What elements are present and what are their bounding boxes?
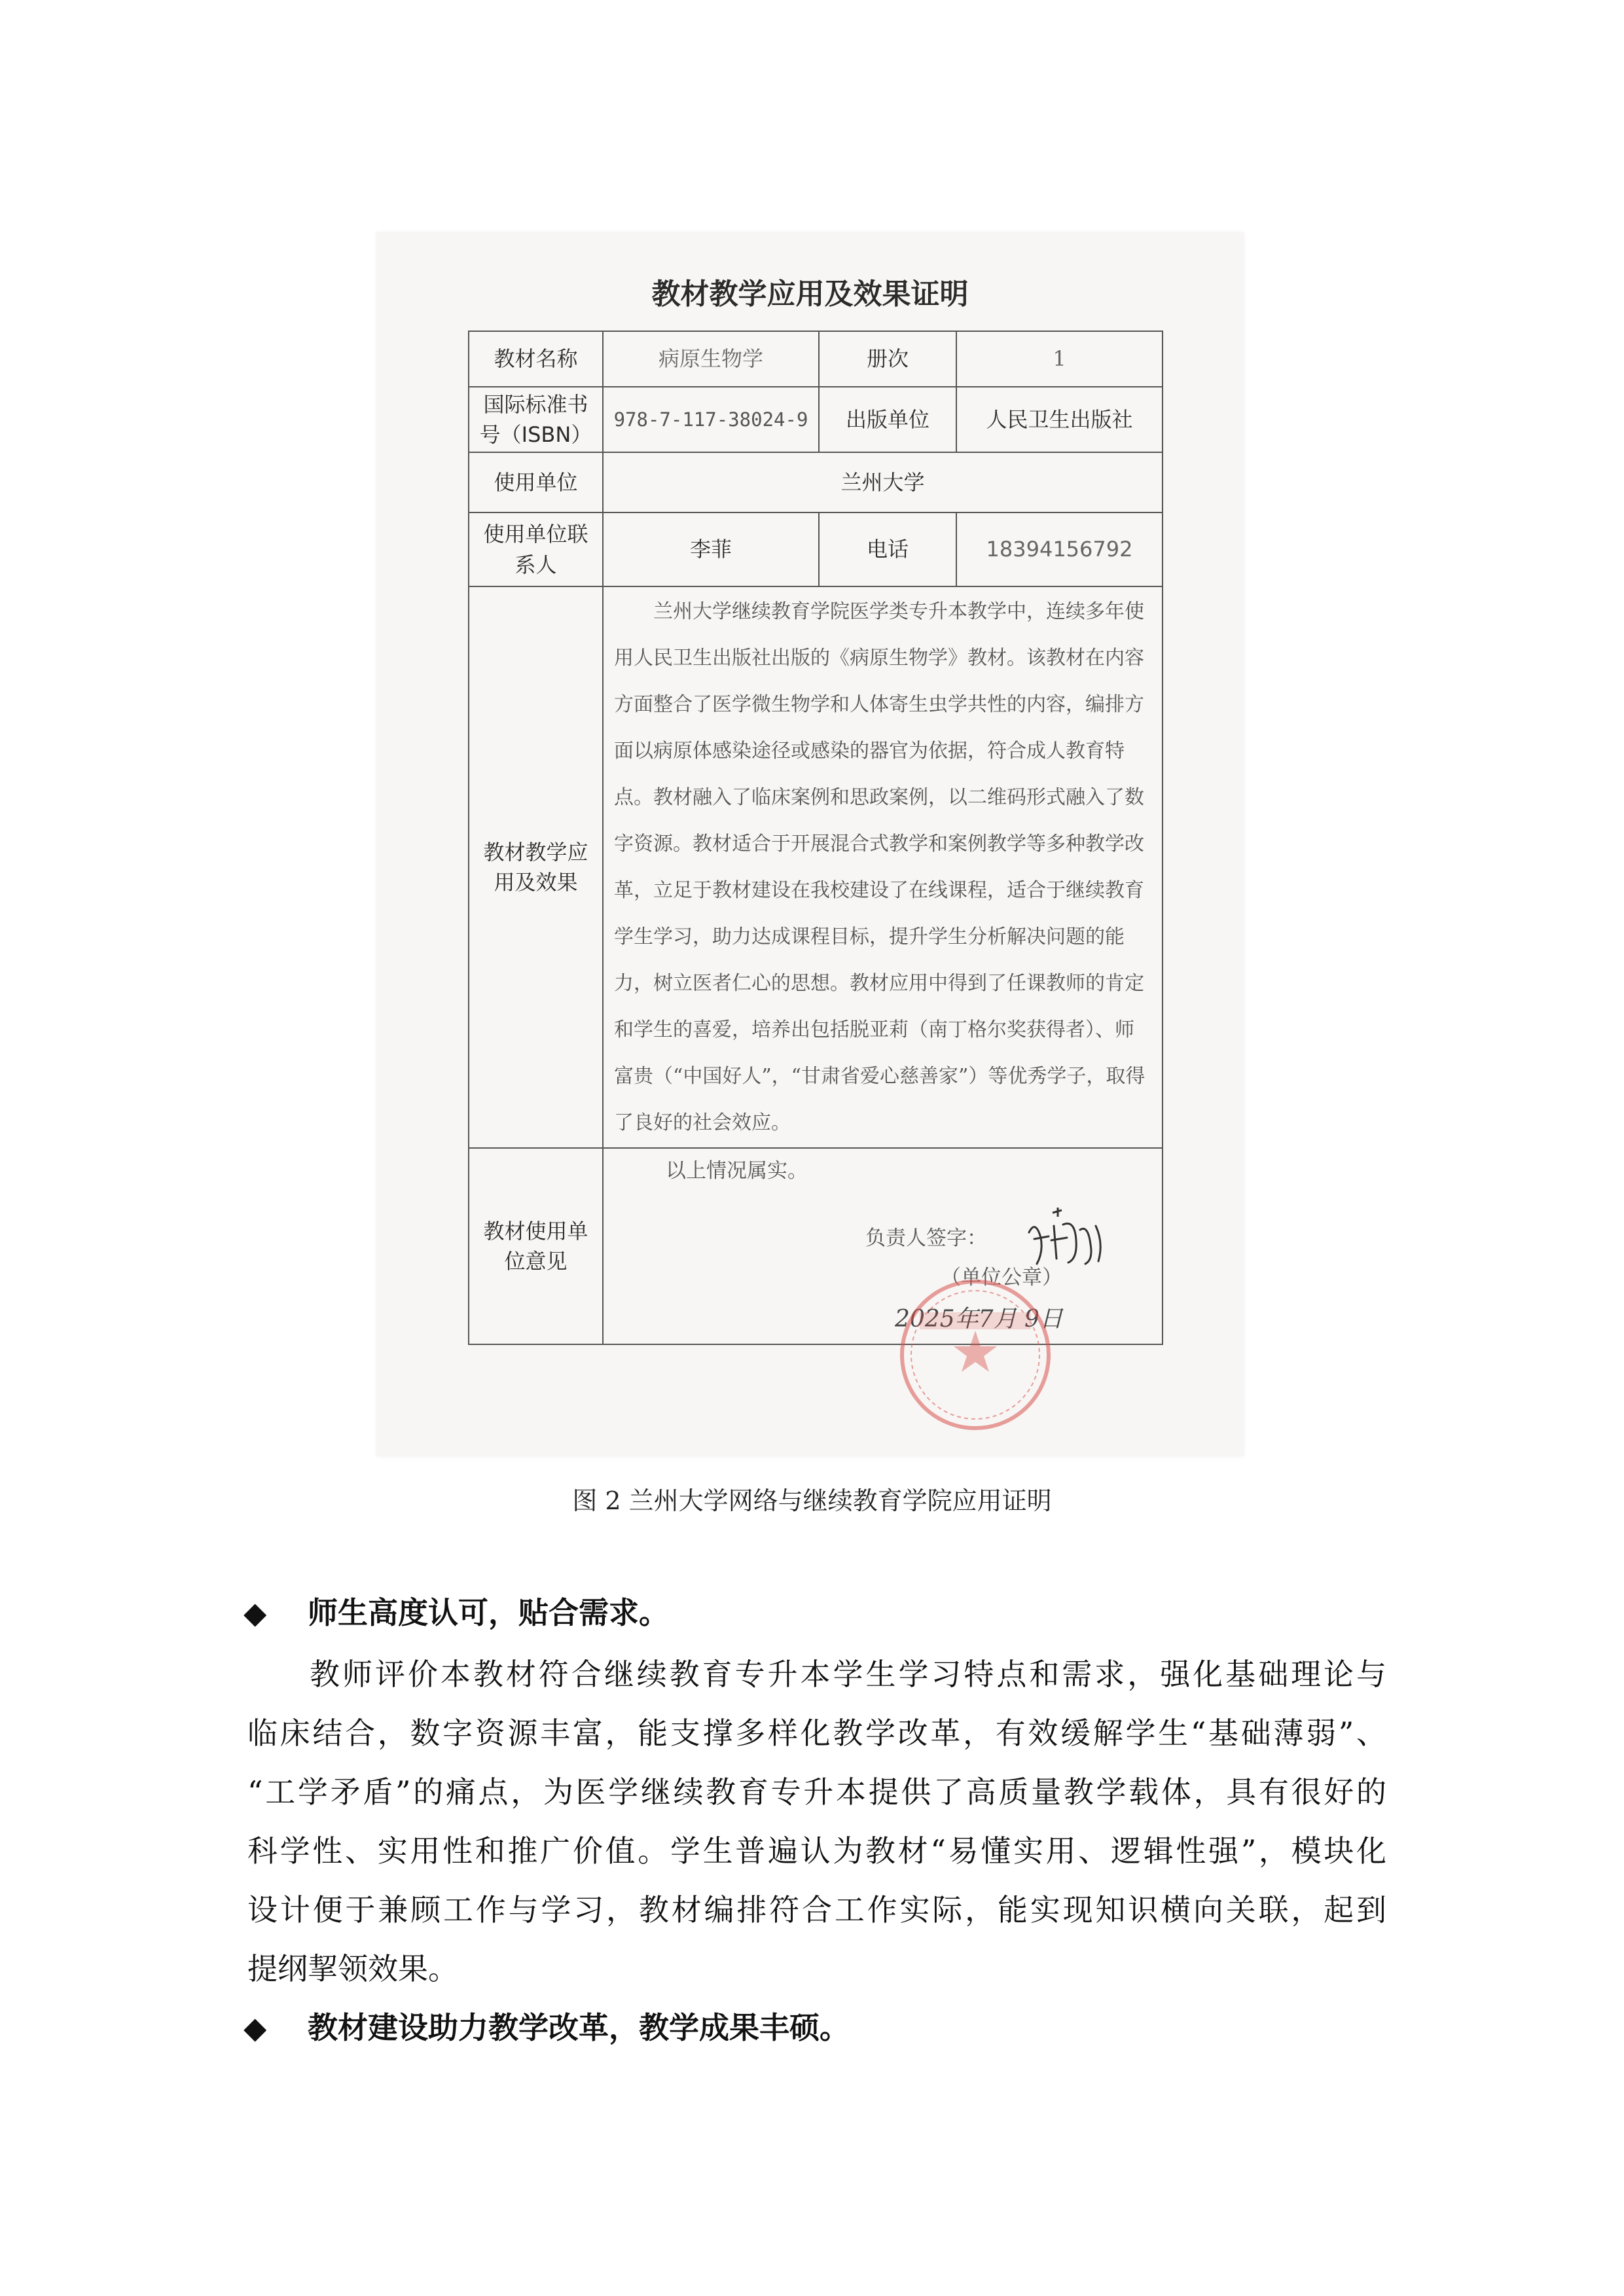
phone-label: 电话: [819, 512, 956, 586]
opinion-text: 以上情况属实。: [666, 1159, 808, 1183]
heading-text: 教材建设助力教学改革，教学成果丰硕。: [308, 2010, 850, 2045]
opinion-cell: [603, 1148, 1163, 1344]
opinion-label-line2: 位意见: [504, 1249, 568, 1274]
contact-value: 李菲: [603, 512, 819, 586]
effect-text: 兰州大学继续教育学院医学类专升本教学中，连续多年使用人民卫生出版社出版的《病原生物学》教材。该教材在内容方面整合了医学微生物学和人体寄生虫学共性的内容，编排方面以病原体感染途径或感染的器官为依据，符合成人教育特点。教材融入了临床案例和思政案例，以二维码形式融入了数字资源。教材适合于开展混合式教学和案例教学等多种教学改革，立足于教材建设在我校建设了在线课程，适合于继续教育学生学习，助力达成课程目标，提升学生分析解决问题的能力，树立医者仁心的思想。教材应用中得到了任课教师的肯定和学生的喜爱，培养出包括脱亚莉（南丁格尔奖获得者）、师富贵（“中国好人”，“甘肃省爱心慈善家”）等优秀学子，取得了良好的社会效应。: [603, 586, 1163, 1148]
effect-label: [469, 586, 603, 1148]
table-row: [469, 512, 1163, 586]
publisher-value: 人民卫生出版社: [956, 387, 1163, 452]
contact-label-line1: 使用单位联: [483, 522, 588, 547]
opinion-label-line1: 教材使用单: [483, 1218, 588, 1244]
certificate-table: [468, 331, 1163, 1345]
certificate-scan: [376, 232, 1244, 1456]
sign-date: 2025年7月 9日: [895, 1306, 1063, 1333]
unit-label: 使用单位: [469, 452, 603, 512]
publisher-label: 出版单位: [819, 387, 956, 452]
table-row: [469, 387, 1163, 452]
table-row: [469, 331, 1163, 387]
paragraph-line: 提纲挈领效果。: [247, 1951, 458, 1986]
handwritten-signature: [1022, 1206, 1108, 1272]
isbn-label-line2: 号（ISBN）: [479, 422, 592, 447]
table-row: [469, 1148, 1163, 1344]
diamond-bullet-icon: ◆: [244, 2010, 267, 2045]
certificate-title: 教材教学应用及效果证明: [651, 278, 969, 311]
isbn-label: [469, 387, 603, 452]
unit-value: 兰州大学: [603, 452, 1163, 512]
paragraph-line: 设计便于兼顾工作与学习，教材编排符合工作实际，能实现知识横向关联，起到: [247, 1892, 1386, 1928]
contact-label-line2: 系人: [514, 552, 557, 577]
official-seal-stamp: [893, 1273, 1057, 1437]
table-row: [469, 452, 1163, 512]
isbn-value: 978-7-117-38024-9: [603, 387, 819, 452]
paragraph-line: 科学性、实用性和推广价值。学生普遍认为教材“易懂实用、逻辑性强”，模块化: [247, 1833, 1386, 1869]
name-value: 病原生物学: [603, 331, 819, 387]
name-label: 教材名称: [469, 331, 603, 387]
diamond-bullet-icon: ◆: [244, 1595, 267, 1630]
isbn-label-line1: 国际标准书: [483, 391, 588, 417]
paragraph-line: “工学矛盾”的痛点，为医学继续教育专升本提供了高质量教学载体，具有很好的: [247, 1774, 1386, 1810]
effect-label-line2: 用及效果: [494, 870, 578, 895]
table-row: [469, 586, 1163, 1148]
section-heading: [244, 1589, 669, 1632]
figure-caption: 图 2 兰州大学网络与继续教育学院应用证明: [572, 1486, 1052, 1515]
paragraph-line: 教师评价本教材符合继续教育专升本学生学习特点和需求，强化基础理论与: [310, 1657, 1386, 1692]
edition-value: 1: [956, 331, 1163, 387]
stamp-label: （单位公章）: [941, 1266, 1062, 1289]
section-heading: [244, 2004, 850, 2047]
opinion-label: [469, 1148, 603, 1344]
phone-value: 18394156792: [956, 512, 1163, 586]
heading-text: 师生高度认可，贴合需求。: [308, 1595, 669, 1630]
effect-label-line1: 教材教学应: [483, 839, 588, 865]
signer-label: 负责人签字：: [865, 1227, 987, 1250]
edition-label: 册次: [819, 331, 956, 387]
paragraph-line: 临床结合，数字资源丰富，能支撑多样化教学改革，有效缓解学生“基础薄弱”、: [247, 1715, 1386, 1751]
contact-label: [469, 512, 603, 586]
